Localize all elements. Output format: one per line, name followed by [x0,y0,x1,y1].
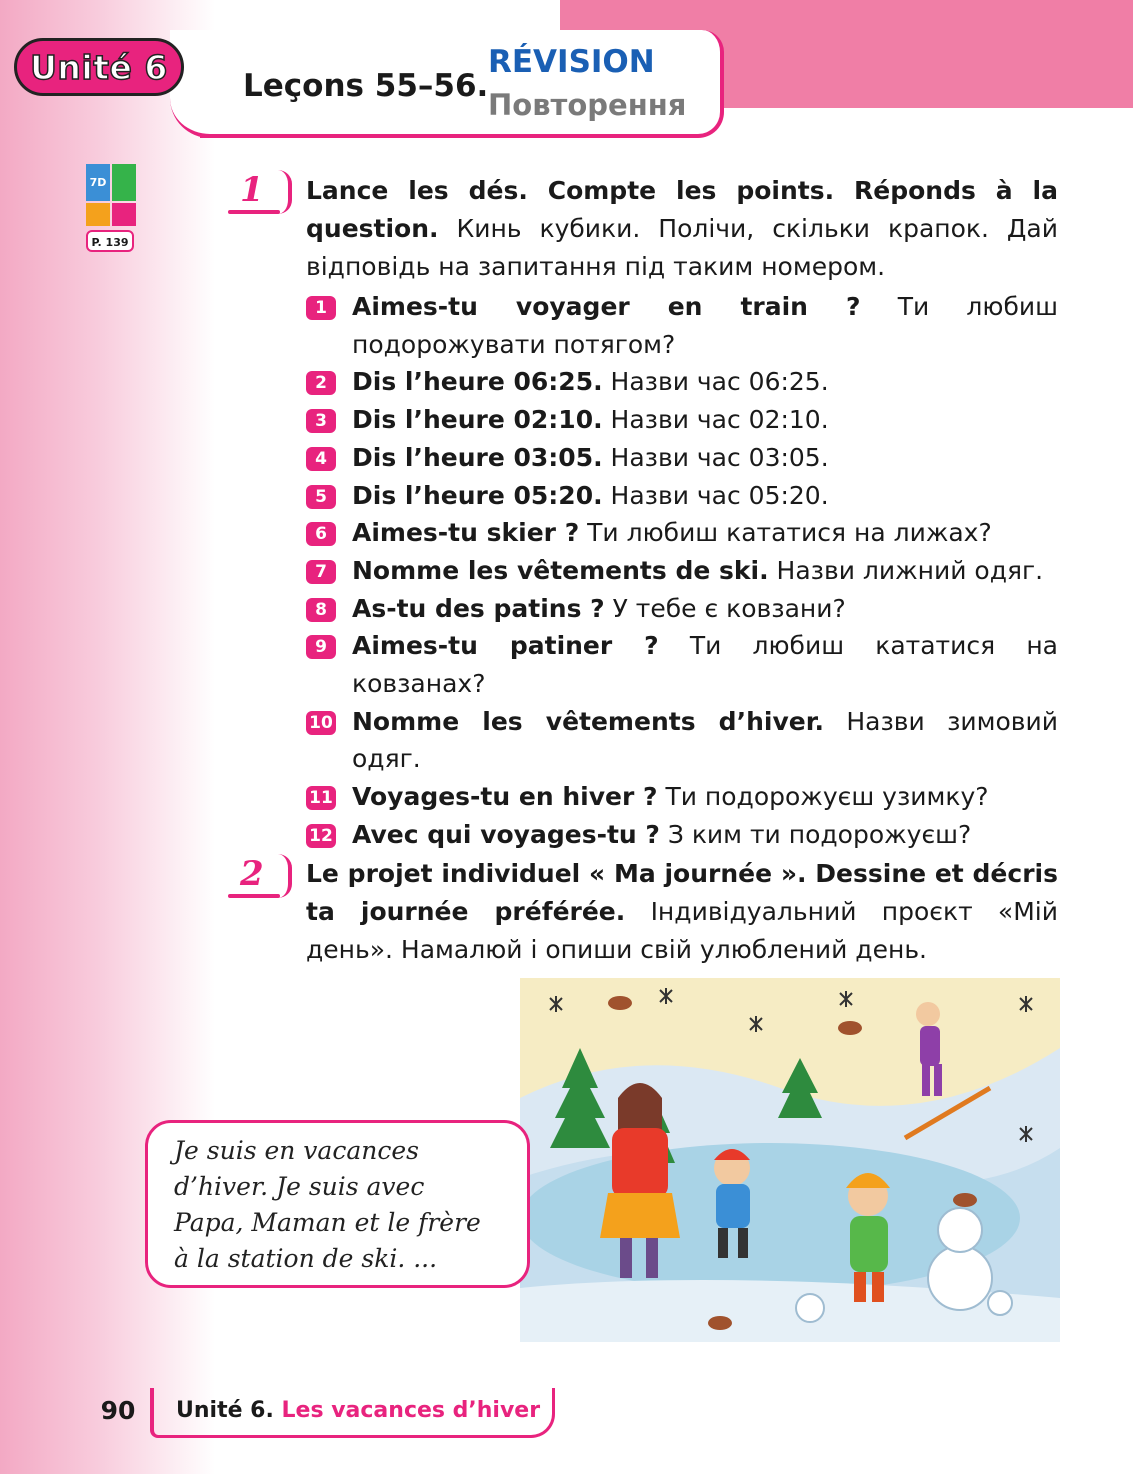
item-fr: Aimes-tu patiner ? [352,631,659,661]
cube-face [86,203,110,227]
item-number-badge: 10 [306,711,336,735]
list-item [306,703,1058,778]
page-number: 90 [100,1395,136,1425]
item-number-badge: 12 [306,824,336,848]
item-fr: As-tu des patins ? [352,593,605,623]
instruction-ua: Індивідуальний проєкт «Мій день». Намалюй і опиши свій улюблений день. [306,897,1058,964]
cube-face [112,164,136,201]
item-ua: Ти любиш кататися на лижах? [587,518,992,548]
number-decor [278,854,292,898]
item-fr: Voyages-tu en hiver ? [352,782,658,812]
number-decor [278,170,292,214]
list-item [306,401,1058,439]
item-number-badge: 3 [306,409,336,433]
list-item [306,627,1058,702]
item-fr: Dis l’heure 03:05. [352,442,603,472]
list-item [306,288,1058,363]
footer-topic: Les vacances d’hiver [281,1398,541,1423]
item-ua: Назви час 02:10. [610,405,829,435]
winter-scene-illustration [520,978,1060,1342]
item-number-badge: 7 [306,560,336,584]
list-item [306,514,1058,552]
exercise2-instruction [306,855,1058,969]
unit-badge-label: Unité 6 [30,47,168,87]
item-ua: Назви час 06:25. [610,367,829,397]
cube-face: 7D [86,164,110,201]
exercise1-instruction [306,172,1058,286]
item-number-badge: 5 [306,485,336,509]
item-number-badge: 2 [306,371,336,395]
question-list [306,288,1058,854]
exercise-number-2 [240,854,298,898]
item-fr: Avec qui voyages-tu ? [352,819,660,849]
item-fr: Dis l’heure 05:20. [352,480,603,510]
item-ua: У тебе є ковзани? [612,593,846,623]
item-ua: Назви час 05:20. [610,480,829,510]
item-fr: Nomme les vêtements d’hiver. [352,706,824,736]
revision-title-fr: RÉVISION [488,44,655,80]
revision-title-ua: Повторення [488,88,687,122]
item-fr: Nomme les vêtements de ski. [352,555,769,585]
list-item [306,363,1058,401]
list-item [306,477,1058,515]
item-fr: Aimes-tu voyager en train ? [352,292,861,321]
footer-title [176,1398,540,1423]
item-fr: Aimes-tu skier ? [352,518,580,548]
number-underline [228,894,280,898]
unit-badge [14,38,184,96]
bubble-line: Papa, Maman et le frère [174,1208,481,1237]
reference-page-label: P. 139 [86,230,134,252]
instruction-fr: Le projet individuel « Ma journée ». Dessine et décris ta journée préférée. [306,859,1058,926]
item-number-badge: 11 [306,786,336,810]
bubble-line: à la station de ski. ... [174,1244,438,1273]
exercise-number-text: 1 [240,170,264,210]
footer-unit: Unité 6. [176,1398,274,1423]
item-number-badge: 1 [306,296,336,320]
item-ua: Ти любиш кататися на ковзанах? [352,631,1058,699]
item-ua: З ким ти подорожуєш? [667,819,972,849]
item-number-badge: 6 [306,522,336,546]
list-item [306,552,1058,590]
speech-bubble [145,1120,530,1288]
item-ua: Ти подорожуєш узимку? [665,782,989,812]
instruction-fr: Lance les dés. Compte les points. Réponds à la question. [306,176,1058,243]
bubble-line: Je suis en vacances [174,1136,419,1165]
list-item [306,778,1058,816]
item-number-badge: 4 [306,447,336,471]
lessons-title: Leçons 55–56. [243,68,489,104]
workbook-reference-icon [86,164,138,256]
item-ua: Назви час 03:05. [610,442,829,472]
list-item [306,439,1058,477]
item-ua: Назви зимовий одяг. [352,706,1058,774]
item-ua: Назви лижний одяг. [776,555,1044,585]
list-item [306,590,1058,628]
item-number-badge: 9 [306,635,336,659]
item-number-badge: 8 [306,598,336,622]
item-fr: Dis l’heure 02:10. [352,405,603,435]
exercise-number-text: 2 [240,854,264,894]
exercise-number-1 [240,170,298,214]
list-item [306,816,1058,854]
cube-icon [86,164,136,226]
bubble-line: d’hiver. Je suis avec [174,1172,425,1201]
cube-face [112,203,136,227]
item-fr: Dis l’heure 06:25. [352,367,603,397]
number-underline [228,210,280,214]
instruction-ua: Кинь кубики. Полічи, скільки крапок. Дай відповідь на запитання під таким номером. [306,214,1058,281]
item-ua: Ти любиш подорожувати потягом? [352,292,1058,359]
